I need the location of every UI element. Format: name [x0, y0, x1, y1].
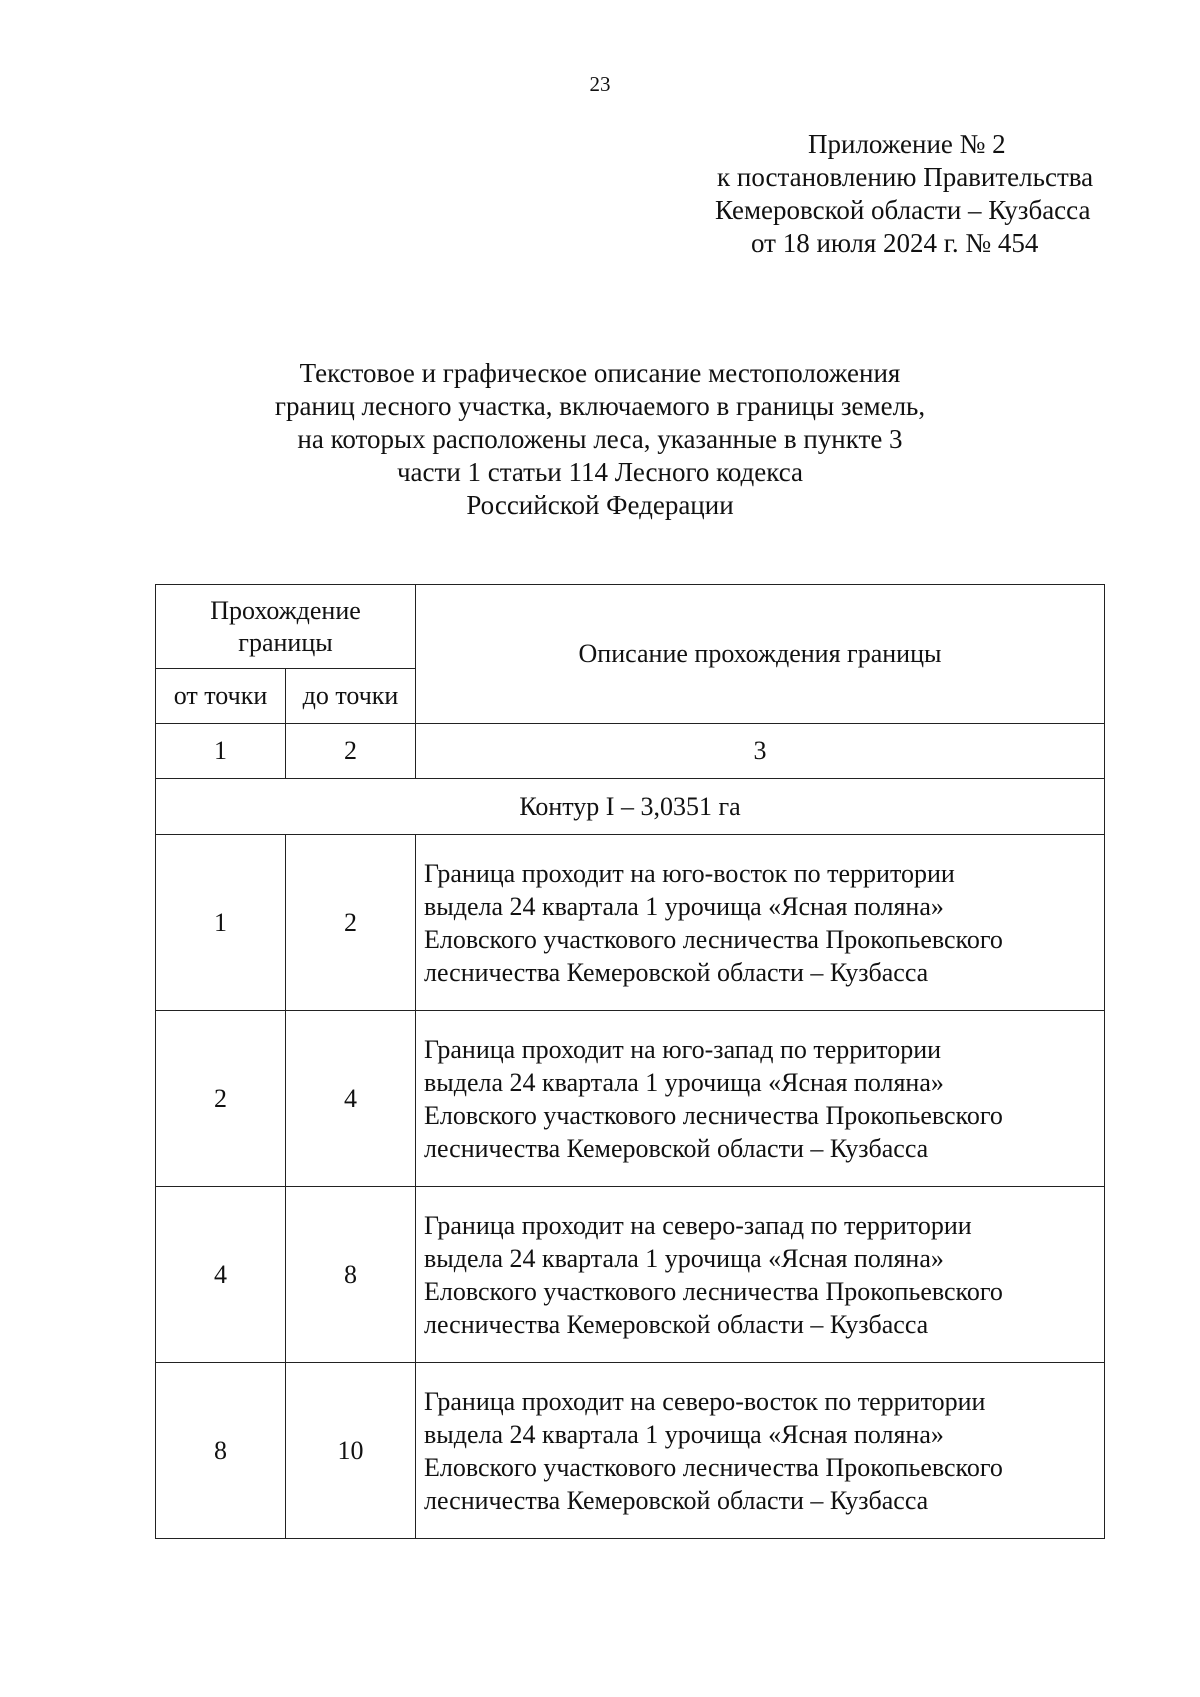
column-number: 1	[156, 724, 286, 779]
appendix-region: Кемеровской области – Кузбасса	[715, 195, 1091, 225]
boundary-table	[155, 584, 1105, 1539]
description-cell	[416, 835, 1105, 1011]
description-line: выдела 24 квартала 1 урочища «Ясная поляна»	[424, 1243, 944, 1273]
column-number: 2	[286, 724, 416, 779]
passage-header-line: Прохождение	[210, 595, 361, 625]
from-point-cell: 4	[156, 1187, 286, 1363]
appendix-header	[690, 128, 1170, 260]
to-point-cell: 4	[286, 1011, 416, 1187]
description-cell	[416, 1011, 1105, 1187]
appendix-date: от 18 июля 2024 г. № 454	[751, 228, 1039, 258]
from-point-cell: 2	[156, 1011, 286, 1187]
description-line: выдела 24 квартала 1 урочища «Ясная поляна»	[424, 891, 944, 921]
to-point-cell: 10	[286, 1363, 416, 1539]
description-line: Еловского участкового лесничества Прокопьевского	[424, 1276, 1003, 1306]
passage-header	[156, 585, 416, 669]
column-number: 3	[416, 724, 1105, 779]
description-cell	[416, 1363, 1105, 1539]
contour-row	[156, 779, 1105, 835]
title-line: на которых расположены леса, указанные в пункте 3	[297, 424, 903, 454]
description-line: Еловского участкового лесничества Прокопьевского	[424, 924, 1003, 954]
title-line: Текстовое и графическое описание местоположения	[299, 358, 901, 388]
description-line: лесничества Кемеровской области – Кузбасса	[424, 957, 929, 987]
from-point-cell: 1	[156, 835, 286, 1011]
description-line: выдела 24 квартала 1 урочища «Ясная поляна»	[424, 1419, 944, 1449]
description-line: Граница проходит на северо-запад по территории	[424, 1210, 972, 1240]
table-row	[156, 1187, 1105, 1363]
title-line: части 1 статьи 114 Лесного кодекса	[396, 457, 804, 487]
description-line: Еловского участкового лесничества Прокопьевского	[424, 1452, 1003, 1482]
description-header: Описание прохождения границы	[416, 585, 1105, 724]
column-number-row	[156, 724, 1105, 779]
table-row	[156, 1011, 1105, 1187]
description-line: лесничества Кемеровской области – Кузбасса	[424, 1309, 929, 1339]
description-line: Граница проходит на юго-восток по территории	[424, 858, 955, 888]
description-cell	[416, 1187, 1105, 1363]
description-line: лесничества Кемеровской области – Кузбасса	[424, 1485, 929, 1515]
description-line: выдела 24 квартала 1 урочища «Ясная поляна»	[424, 1067, 944, 1097]
appendix-resolution: к постановлению Правительства	[717, 162, 1094, 192]
from-point-header: от точки	[156, 669, 286, 724]
document-title	[0, 357, 1200, 522]
passage-header-line: границы	[238, 627, 333, 657]
table-header-row	[156, 585, 1105, 669]
from-point-cell: 8	[156, 1363, 286, 1539]
to-point-header: до точки	[286, 669, 416, 724]
title-line: границ лесного участка, включаемого в границы земель,	[274, 391, 926, 421]
appendix-number: Приложение № 2	[808, 129, 1006, 159]
to-point-cell: 8	[286, 1187, 416, 1363]
description-line: Граница проходит на северо-восток по территории	[424, 1386, 986, 1416]
description-line: Еловского участкового лесничества Прокопьевского	[424, 1100, 1003, 1130]
contour-label: Контур I – 3,0351 га	[156, 779, 1105, 835]
description-line: лесничества Кемеровской области – Кузбасса	[424, 1133, 929, 1163]
to-point-cell: 2	[286, 835, 416, 1011]
table-row	[156, 835, 1105, 1011]
page-number: 23	[589, 72, 611, 96]
description-line: Граница проходит на юго-запад по территории	[424, 1034, 942, 1064]
table-row	[156, 1363, 1105, 1539]
title-line: Российской Федерации	[466, 490, 734, 520]
